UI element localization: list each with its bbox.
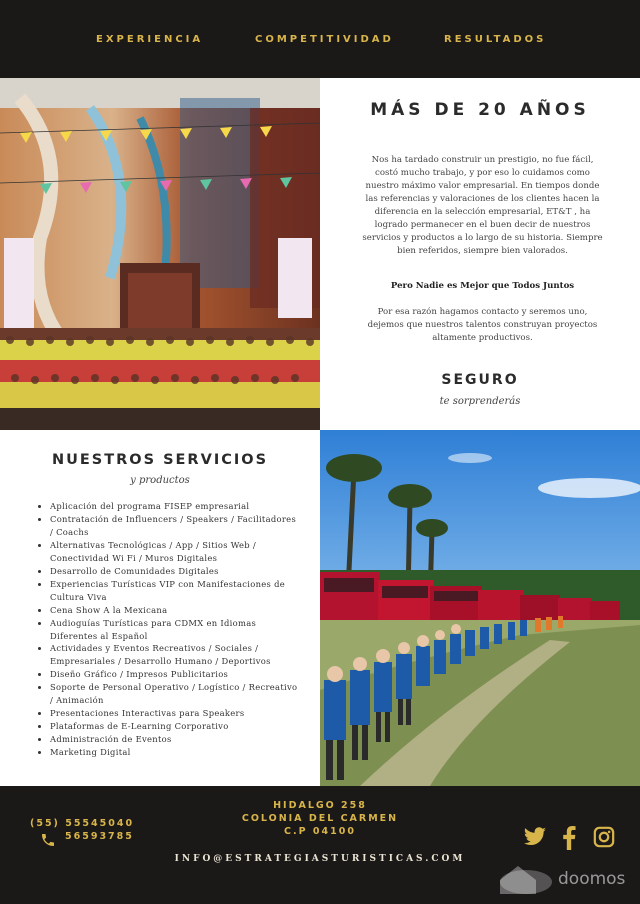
service-item: • Administración de Eventos	[50, 733, 300, 746]
service-item: • Aplicación del programa FISEP empresarial	[50, 500, 300, 513]
phone-2[interactable]: 56593785	[65, 831, 134, 842]
about-title: MÁS DE 20 AÑOS	[370, 100, 590, 120]
service-item: • Desarrollo de Comunidades Digitales	[50, 565, 300, 578]
services-subtitle: y productos	[130, 475, 190, 486]
mural-group-photo	[0, 78, 320, 430]
footer	[0, 786, 640, 904]
service-item: • Plataformas de E-Learning Corporativo	[50, 720, 300, 733]
services-title: NUESTROS SERVICIOS	[51, 452, 269, 468]
services-panel	[0, 430, 320, 786]
service-item: • Experiencias Turísticas VIP con Manifestaciones de Cultura Viva	[50, 578, 300, 604]
seguro-subheading: te sorprenderás	[439, 396, 521, 407]
email-link[interactable]: INFO@ESTRATEGIASTURISTICAS.COM	[174, 854, 466, 864]
service-item: • Cena Show A la Mexicana	[50, 604, 300, 617]
nav-competitividad[interactable]: COMPETITIVIDAD	[255, 34, 394, 45]
service-item: • Alternativas Tecnológicas / App / Sitios Web / Conectividad Wi Fi / Muros Digitales	[50, 539, 300, 565]
service-item: • Actividades y Eventos Recreativos / Sociales / Empresariales / Desarrollo Humano / Deportivos	[50, 642, 300, 668]
address-line-1: HIDALGO 258	[273, 800, 367, 811]
twitter-icon[interactable]	[523, 826, 547, 848]
address-line-2: COLONIA DEL CARMEN	[241, 813, 399, 824]
instagram-icon[interactable]	[593, 826, 615, 848]
service-item: • Diseño Gráfico / Impresos Publicitarios	[50, 668, 300, 681]
about-panel	[320, 78, 640, 430]
buses-illustration	[320, 430, 640, 786]
address-line-3: C.P 04100	[284, 826, 356, 837]
watermark-text: doomos	[558, 869, 626, 889]
mural-illustration	[0, 78, 320, 430]
service-item: • Marketing Digital	[50, 746, 300, 759]
about-paragraph: Nos ha tardado construir un prestigio, no fue fácil, costó mucho trabajo, y por eso lo cuidamos como nuestro máximo valor empresarial. En tiempos donde las referencias y valoraciones de los clientes hacen la diferencia en la selección empresarial, ET&T , ha logrado permanecer en el buen decir de nuestros servicios y productos a lo largo de su historia. Siempre bien referidos, siempre bien valorados.	[362, 155, 603, 256]
services-list	[38, 500, 300, 759]
about-motto: Pero Nadie es Mejor que Todos Juntos	[390, 281, 575, 291]
service-item: • Presentaciones Interactivas para Speakers	[50, 707, 300, 720]
about-call-to-action: Por esa razón hagamos contacto y seremos uno, dejemos que nuestros talentos construyan proyectos altamente productivos.	[367, 307, 598, 343]
nav-resultados[interactable]: RESULTADOS	[444, 34, 547, 45]
doomos-logo	[496, 858, 636, 896]
phone-icon	[40, 832, 56, 848]
nav-experiencia[interactable]: EXPERIENCIA	[96, 34, 204, 45]
doomos-watermark	[496, 858, 636, 896]
phone-1[interactable]: (55) 55545040	[30, 818, 135, 829]
service-item: • Soporte de Personal Operativo / Logístico / Recreativo / Animación	[50, 681, 300, 707]
service-item: • Audioguías Turísticas para CDMX en Idiomas Diferentes al Español	[50, 617, 300, 643]
facebook-icon[interactable]	[562, 826, 576, 850]
top-nav-bar	[0, 0, 640, 78]
service-item: • Contratación de Influencers / Speakers / Facilitadores / Coachs	[50, 513, 300, 539]
seguro-heading: SEGURO	[441, 372, 519, 388]
buses-photo	[320, 430, 640, 786]
